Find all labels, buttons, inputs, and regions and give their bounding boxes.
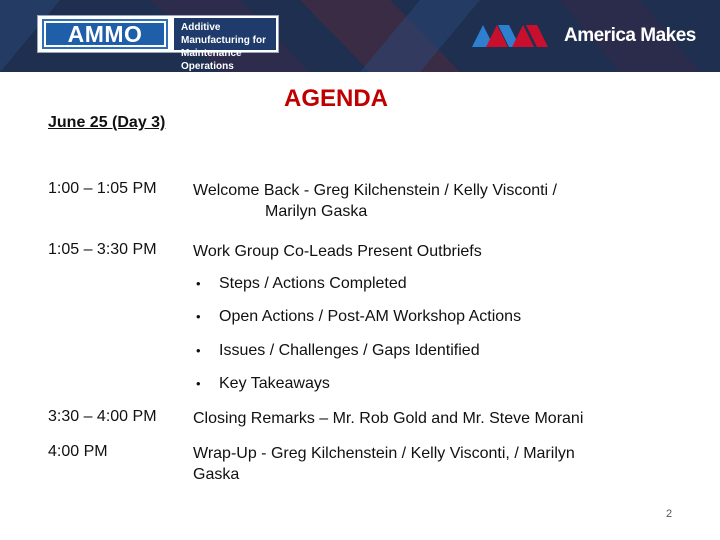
agenda-description-line: Work Group Co-Leads Present Outbriefs	[193, 243, 482, 260]
agenda-description-line: Closing Remarks – Mr. Rob Gold and Mr. Steve Morani	[193, 410, 584, 427]
agenda-time: 4:00 PM	[48, 443, 108, 460]
agenda-time: 1:05 – 3:30 PM	[48, 241, 157, 258]
list-item	[196, 342, 480, 360]
america-makes-text: America Makes	[564, 25, 696, 46]
list-item-text: Issues / Challenges / Gaps Identified	[219, 342, 480, 359]
bullet-icon: •	[196, 343, 201, 358]
agenda-time: 1:00 – 1:05 PM	[48, 180, 157, 197]
list-item-text: Steps / Actions Completed	[219, 275, 407, 292]
page-number: 2	[666, 508, 673, 520]
agenda-description-line: Welcome Back - Greg Kilchenstein / Kelly Visconti /	[193, 182, 557, 199]
ammo-logo	[37, 15, 279, 72]
agenda-description	[193, 180, 653, 222]
agenda-time: 3:30 – 4:00 PM	[48, 408, 157, 425]
header-banner	[0, 0, 720, 72]
america-makes-logo	[472, 22, 712, 52]
ammo-tagline-line2: Maintenance Operations	[181, 48, 242, 72]
bullet-icon: •	[196, 276, 201, 291]
agenda-description-line: Wrap-Up - Greg Kilchenstein / Kelly Visconti, / Marilyn	[193, 445, 575, 462]
bullet-icon: •	[196, 309, 201, 324]
bullet-icon: •	[196, 376, 201, 391]
ammo-logo-text: AMMO	[46, 23, 164, 45]
list-item-text: Key Takeaways	[219, 375, 330, 392]
agenda-description	[193, 241, 653, 262]
agenda-description-line: Marilyn Gaska	[265, 203, 368, 220]
list-item	[196, 375, 330, 393]
agenda-description	[193, 408, 653, 429]
ammo-tagline	[174, 18, 276, 72]
list-item	[196, 275, 407, 293]
ammo-logo-mark	[42, 19, 168, 49]
ammo-tagline-line1: Additive Manufacturing for	[181, 22, 266, 46]
america-makes-mark-icon	[472, 23, 554, 49]
list-item	[196, 308, 521, 326]
day-label: June 25 (Day 3)	[48, 114, 166, 131]
agenda-description-line: Gaska	[193, 466, 240, 483]
list-item-text: Open Actions / Post-AM Workshop Actions	[219, 308, 522, 325]
agenda-description	[193, 443, 653, 485]
page-title: AGENDA	[284, 85, 389, 112]
